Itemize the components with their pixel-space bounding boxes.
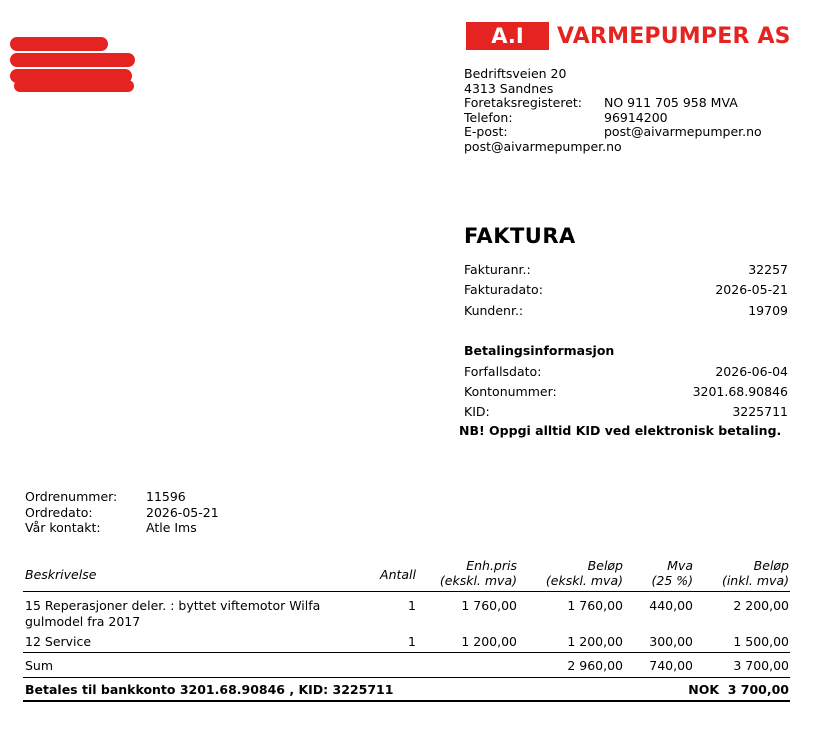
company-row [464,96,762,111]
row-description [25,598,320,630]
row-vat: 300,00 [649,634,693,649]
order-contact-label: Vår kontakt: [25,520,101,535]
customer-number-value: 19709 [748,303,788,318]
order-info [25,489,219,536]
col-header-vat-line1: Mva [667,558,693,573]
redacted-recipient-mark [14,80,134,92]
col-header-unit-price [440,558,517,588]
col-header-amount-ex [546,558,623,588]
kid-note: NB! Oppgi alltid KID ved elektronisk betaling. [459,423,782,438]
customer-number-label: Kundenr.: [464,303,524,318]
kid-row [464,404,788,419]
company-row-label: Foretaksregisteret: [464,95,582,110]
invoice-date-row [464,282,788,297]
company-row-value: 96914200 [604,109,668,125]
row-description: 12 Service [25,634,92,649]
sum-vat: 740,00 [649,658,693,673]
col-header-vat [651,558,693,588]
order-date-label: Ordredato: [25,504,93,520]
order-date-row [25,505,219,521]
row-amount-inc: 1 500,00 [733,634,789,649]
order-contact-row [25,520,219,536]
redacted-recipient-mark [10,53,135,67]
col-header-unit-price-line2: (ekskl. mva) [439,573,517,588]
due-date-label: Forfallsdato: [464,364,542,379]
payment-heading: Betalingsinformasjon [464,343,615,358]
invoice-date-label: Fakturadato: [464,282,543,297]
company-street: Bedriftsveien 20 [464,66,567,81]
col-header-unit-price-line1: Enh.pris [466,558,517,573]
sum-amount-ex: 2 960,00 [567,658,623,673]
col-header-description: Beskrivelse [25,567,97,582]
col-header-amount-ex-line1: Beløp [587,558,623,573]
col-header-amount-inc-line1: Beløp [753,558,789,573]
due-date-row [464,364,788,379]
company-logo [466,22,791,50]
company-row-label: E-post: [464,124,508,139]
company-row-value: NO 911 705 958 MVA [604,95,738,110]
kid-label: KID: [464,404,490,419]
order-number-label: Ordrenummer: [25,489,118,504]
company-address [464,67,762,154]
account-value: 3201.68.90846 [692,384,788,399]
row-vat: 440,00 [649,598,693,613]
row-amount-ex: 1 200,00 [567,634,623,649]
col-header-vat-line2: (25 %) [651,573,693,588]
logo-mark: A.I [466,22,549,50]
order-number-value: 11596 [146,489,186,504]
invoice-date-value: 2026-05-21 [715,282,788,297]
row-description-line2: gulmodel fra 2017 [25,614,141,629]
order-number-row [25,489,219,505]
col-header-amount-inc-line2: (inkl. mva) [721,573,789,588]
col-header-amount-ex-line2: (ekskl. mva) [545,573,623,588]
col-header-amount-inc [722,558,789,588]
row-qty: 1 [408,598,416,613]
header-divider [23,591,790,592]
invoice-title: FAKTURA [464,224,576,248]
order-date-value: 2026-05-21 [146,504,219,520]
company-row-label: Telefon: [464,109,513,125]
sum-label: Sum [25,658,54,673]
account-row [464,384,788,399]
col-header-qty: Antall [380,567,416,582]
redacted-recipient-mark [10,37,108,51]
row-amount-inc: 2 200,00 [733,598,789,613]
total-amount: NOK 3 700,00 [688,682,789,697]
invoice-number-row [464,262,788,277]
sum-amount-inc: 3 700,00 [733,658,789,673]
total-divider [23,677,790,678]
logo-name: VARMEPUMPER AS [557,23,791,49]
kid-value: 3225711 [732,404,788,419]
invoice-number-label: Fakturanr.: [464,262,531,277]
total-label: Betales til bankkonto 3201.68.90846 , KID: 3225711 [25,682,394,697]
invoice-number-value: 32257 [748,262,788,277]
customer-number-row [464,303,788,318]
total-underline [23,700,790,702]
row-unit-price: 1 200,00 [461,634,517,649]
row-amount-ex: 1 760,00 [567,598,623,613]
due-date-value: 2026-06-04 [715,364,788,379]
company-row [464,125,762,140]
row-unit-price: 1 760,00 [461,598,517,613]
row-description-line1: 15 Reperasjoner deler. : byttet viftemotor Wilfa [25,598,321,613]
company-row-value[interactable]: post@aivarmepumper.no [604,124,762,139]
account-label: Kontonummer: [464,384,557,399]
company-web[interactable]: post@aivarmepumper.no [464,138,622,154]
row-qty: 1 [408,634,416,649]
sum-divider [23,652,790,653]
order-contact-value: Atle Ims [146,520,197,535]
company-row [464,111,762,126]
company-city: 4313 Sandnes [464,80,554,96]
